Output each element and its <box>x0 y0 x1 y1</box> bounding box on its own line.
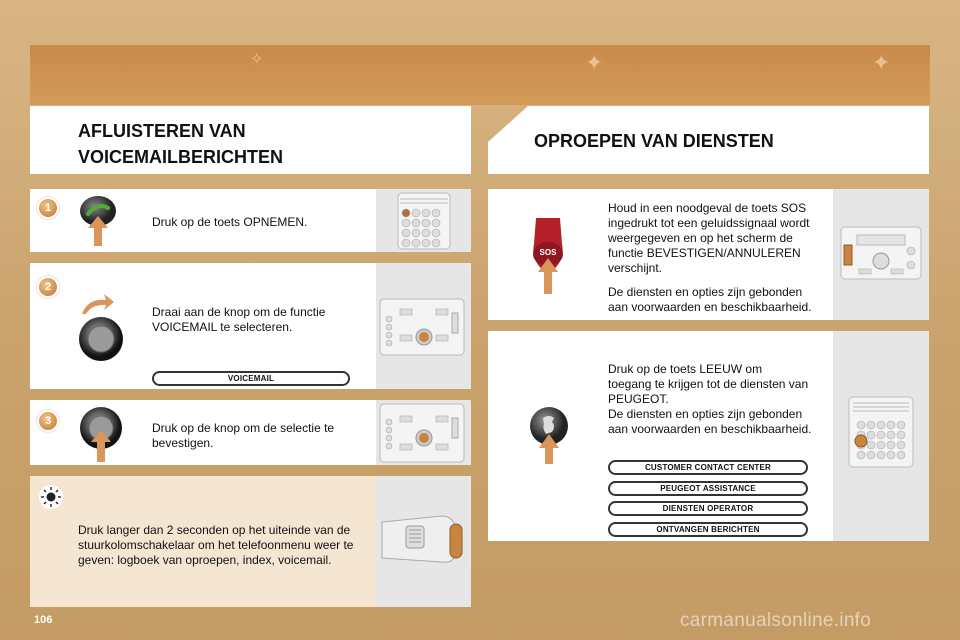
page-number: 106 <box>34 614 53 626</box>
step-1-keypad-image <box>376 189 471 252</box>
sos-button-label: SOS <box>539 248 557 257</box>
step-1-text: Druk op de toets OPNEMEN. <box>152 215 308 229</box>
phone-record-button-icon <box>78 194 118 248</box>
sos-para1-line5: verschijnt. <box>608 261 663 275</box>
step-2-text-line2: VOICEMAIL te selecteren. <box>152 320 293 334</box>
lion-text <box>608 362 811 437</box>
step-2-text-line1: Draai aan de knop om de functie <box>152 305 326 319</box>
left-page-title <box>78 118 283 170</box>
sparkle-decoration-2: ✦ <box>872 50 891 75</box>
watermark-text: carmanualsonline.info <box>680 610 872 631</box>
step-3-badge: 3 <box>37 410 59 432</box>
lion-text-line2: toegang te krijgen tot de diensten van <box>608 377 809 391</box>
tip-lightbulb-icon <box>38 484 64 510</box>
left-title-line1: AFLUISTEREN VAN <box>78 121 246 141</box>
menu-item-diensten-operator[interactable]: DIENSTEN OPERATOR <box>608 501 808 516</box>
peugeot-lion-button-icon <box>528 406 570 466</box>
menu-item-ontvangen-berichten[interactable]: ONTVANGEN BERICHTEN <box>608 522 808 537</box>
step-3-text-line2: bevestigen. <box>152 436 214 450</box>
voicemail-menu-item[interactable]: VOICEMAIL <box>152 371 350 386</box>
push-knob-icon <box>78 406 124 464</box>
rotate-arrow-icon <box>80 292 116 316</box>
rotary-knob-icon <box>78 316 124 362</box>
steering-stalk-image <box>376 476 471 607</box>
sos-para2-line2: aan voorwaarden en beschikbaarheid. <box>608 300 812 314</box>
step-3-radio-image <box>376 400 471 465</box>
sos-para1-line3: weergegeven en op het scherm de <box>608 231 793 245</box>
lion-keypad-image <box>833 331 929 541</box>
sos-text <box>608 201 811 315</box>
step-2-badge: 2 <box>37 276 59 298</box>
step-3-text <box>152 421 334 451</box>
step-1-badge: 1 <box>37 197 59 219</box>
lion-text-line1: Druk op de toets LEEUW om <box>608 362 763 376</box>
menu-item-customer-contact-center[interactable]: CUSTOMER CONTACT CENTER <box>608 460 808 475</box>
sparkle-decoration-1: ✦ <box>585 50 604 75</box>
lion-text-line3: PEUGEOT. <box>608 392 669 406</box>
tip-text-line2: stuurkolomschakelaar om het telefoonmenu weer te <box>78 538 354 552</box>
left-title-line2: VOICEMAILBERICHTEN <box>78 147 284 167</box>
tip-text <box>78 523 353 568</box>
sos-para1-line4: functie BEVESTIGEN/ANNULEREN <box>608 246 801 260</box>
step-2-text <box>152 305 325 335</box>
tip-text-line1: Druk langer dan 2 seconden op het uiteinde van de <box>78 523 351 537</box>
lion-text-line4: De diensten en opties zijn gebonden <box>608 407 803 421</box>
sparkle-decoration-3: ✧ <box>250 51 264 68</box>
sos-para1-line2: ingedrukt tot een geluidssignaal wordt <box>608 216 810 230</box>
sos-console-image <box>833 189 929 320</box>
step-2-radio-image <box>376 263 471 389</box>
menu-item-peugeot-assistance[interactable]: PEUGEOT ASSISTANCE <box>608 481 808 496</box>
sos-para1-line1: Houd in een noodgeval de toets SOS <box>608 201 807 215</box>
step-3-text-line1: Druk op de knop om de selectie te <box>152 421 335 435</box>
header-band <box>30 45 930 105</box>
right-page-title: OPROEPEN VAN DIENSTEN <box>534 131 774 151</box>
lion-text-line5: aan voorwaarden en beschikbaarheid. <box>608 422 812 436</box>
tip-text-line3: geven: logboek van oproepen, index, voicemail. <box>78 553 332 567</box>
sos-para2-line1: De diensten en opties zijn gebonden <box>608 285 803 299</box>
